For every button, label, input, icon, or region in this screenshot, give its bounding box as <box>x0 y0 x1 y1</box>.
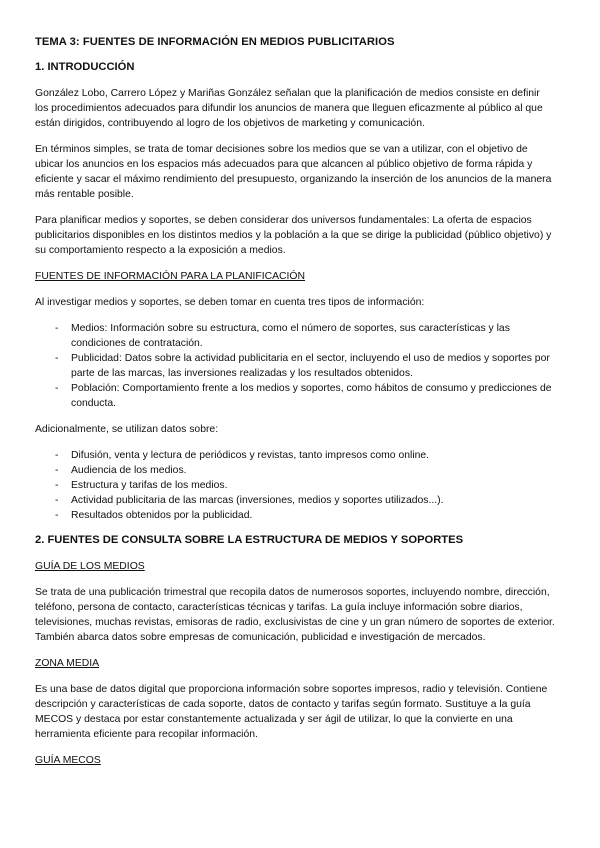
list-item-text: Medios: Información sobre su estructura, como el número de soportes, sus características y las condiciones de contratación. <box>71 323 510 349</box>
section-2-heading: 2. FUENTES DE CONSULTA SOBRE LA ESTRUCTURA DE MEDIOS Y SOPORTES <box>35 534 464 546</box>
document-title: TEMA 3: FUENTES DE INFORMACIÓN EN MEDIOS PUBLICITARIOS <box>35 36 395 48</box>
subheading-fuentes-planificacion: FUENTES DE INFORMACIÓN PARA LA PLANIFICACIÓN <box>35 271 306 282</box>
list-item-text: Resultados obtenidos por la publicidad. <box>71 510 253 521</box>
list-item <box>35 351 555 381</box>
zona-media-paragraph: Es una base de datos digital que proporciona información sobre soportes impresos, radio y televisión. Contiene descripción y características de cada soporte, datos de contacto y tarifas según formato. Sustituye a la guía MECOS y destaca por estar constantemente actualizada y ser ágil de utilizar, lo que la convierte en una herramienta eficiente para recopilar información. <box>35 684 548 740</box>
dash-bullet: - <box>55 353 59 364</box>
intro-paragraph-2: En términos simples, se trata de tomar decisiones sobre los medios que se van a utilizar, con el objetivo de ubicar los anuncios en los espacios más adecuados para que alcancen al público objetivo de forma rápida y eficiente y sacar el máximo rendimiento del presupuesto, organizando la inserción de los anuncios de la manera más rentable posible. <box>35 144 552 200</box>
dash-bullet: - <box>55 495 59 506</box>
intro-paragraph-3: Para planificar medios y soportes, se deben considerar dos universos fundamentales: La oferta de espacios publicitarios disponibles en los distintos medios y la población a la que se dirige la publicidad (público objetivo) y su comportamiento respecto a la exposición a medios. <box>35 215 552 256</box>
list-item-text: Difusión, venta y lectura de periódicos y revistas, tanto impresos como online. <box>71 450 430 461</box>
dash-bullet: - <box>55 465 59 476</box>
list-item-text: Audiencia de los medios. <box>71 465 187 476</box>
dash-bullet: - <box>55 323 59 334</box>
section-1-heading: 1. INTRODUCCIÓN <box>35 61 135 73</box>
document-body <box>35 36 555 779</box>
dash-bullet: - <box>55 450 59 461</box>
dash-bullet: - <box>55 480 59 491</box>
list-item <box>35 321 555 351</box>
list-item <box>35 463 555 478</box>
list-item-text: Estructura y tarifas de los medios. <box>71 480 228 491</box>
intro-paragraph-1: González Lobo, Carrero López y Mariñas González señalan que la planificación de medios consiste en definir los procedimientos adecuados para difundir los anuncios de manera que lleguen eficazmente al público al que están dirigidos, contribuyendo al logro de los objetivos de marketing y comunicación. <box>35 88 543 129</box>
list-item <box>35 493 555 508</box>
guia-medios-paragraph: Se trata de una publicación trimestral que recopila datos de numerosos soportes, incluyendo nombre, dirección, teléfono, persona de contacto, características técnicas y tarifas. La guía incluye información sobre diarios, televisiones, muchas revistas, emisoras de radio, exclusivistas de cine y un gran número de soportes de exterior. También abarca datos sobre empresas de comunicación, publicidad e investigación de mercados. <box>35 587 555 643</box>
dash-bullet: - <box>55 510 59 521</box>
info-types-intro: Al investigar medios y soportes, se deben tomar en cuenta tres tipos de información: <box>35 297 425 308</box>
additional-data-list <box>35 448 555 523</box>
subheading-guia-medios: GUÍA DE LOS MEDIOS <box>35 561 145 572</box>
list-item-text: Actividad publicitaria de las marcas (inversiones, medios y soportes utilizados...). <box>71 495 444 506</box>
subheading-guia-mecos: GUÍA MECOS <box>35 755 101 766</box>
additional-data-intro: Adicionalmente, se utilizan datos sobre: <box>35 424 219 435</box>
list-item-text: Población: Comportamiento frente a los medios y soportes, como hábitos de consumo y predicciones de conducta. <box>71 383 552 409</box>
list-item <box>35 478 555 493</box>
dash-bullet: - <box>55 383 59 394</box>
info-types-list <box>35 321 555 411</box>
list-item <box>35 448 555 463</box>
list-item <box>35 381 555 411</box>
list-item-text: Publicidad: Datos sobre la actividad publicitaria en el sector, incluyendo el uso de medios y soportes por parte de las marcas, las inversiones realizadas y los resultados obtenidos. <box>71 353 550 379</box>
list-item <box>35 508 555 523</box>
subheading-zona-media: ZONA MEDIA <box>35 658 100 669</box>
